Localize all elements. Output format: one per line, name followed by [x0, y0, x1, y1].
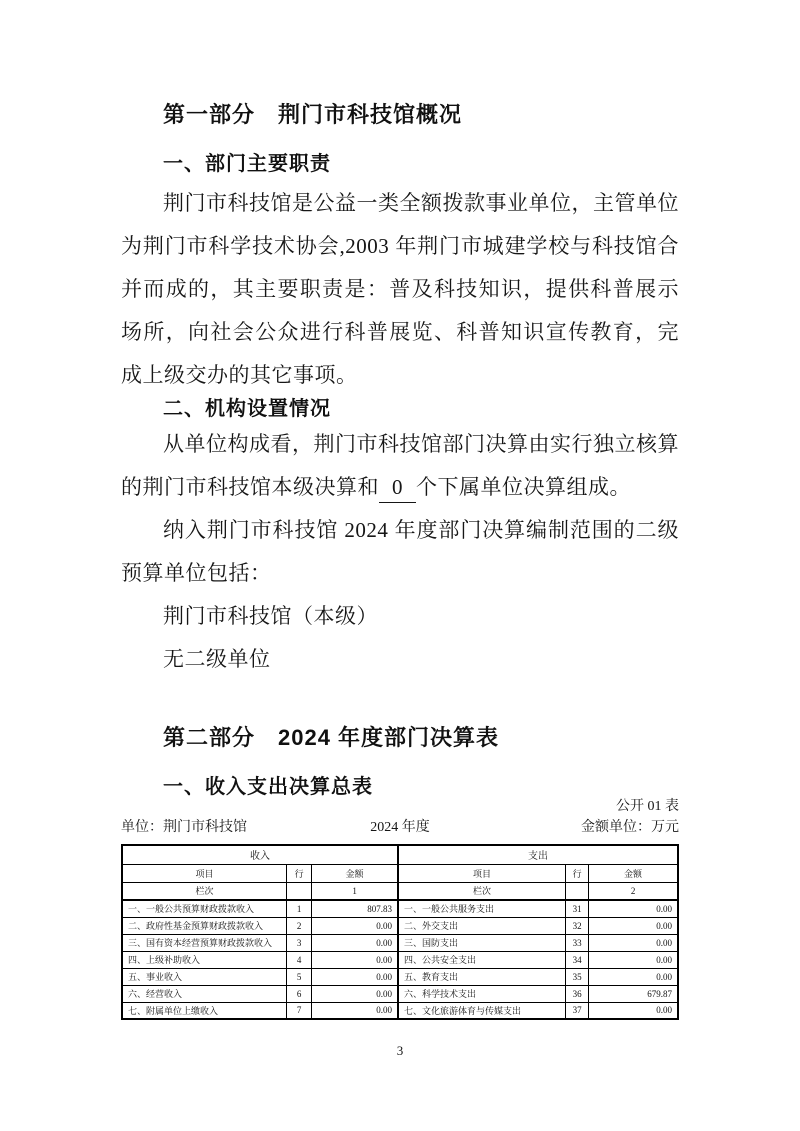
expense-line-col-header: 行	[566, 864, 589, 882]
income-amount-cell: 0.00	[312, 985, 398, 1002]
income-col-number: 1	[312, 882, 398, 900]
income-line-col-header: 行	[287, 864, 312, 882]
paragraph-text-before: 从单位构成看，荆门市科技馆部门决算由实行独立核算的荆门市科技馆本级决算和	[121, 432, 679, 499]
table-row	[122, 968, 678, 985]
expense-item-cell: 二、外交支出	[398, 917, 566, 934]
expense-amount-cell: 679.87	[589, 985, 678, 1002]
part1-title: 第一部分 荆门市科技馆概况	[163, 102, 463, 127]
expense-lanci-line	[566, 882, 589, 900]
income-item-cell: 一、一般公共预算财政拨款收入	[122, 900, 287, 917]
expense-line-cell: 35	[566, 968, 589, 985]
expense-item-cell: 一、一般公共服务支出	[398, 900, 566, 917]
income-section-header: 收入	[122, 845, 398, 864]
income-item-cell: 六、经营收入	[122, 985, 287, 1002]
table-row	[122, 1002, 678, 1019]
expense-amount-cell: 0.00	[589, 1002, 678, 1019]
income-item-col-header: 项目	[122, 864, 287, 882]
table-lanci-row	[122, 882, 678, 900]
expense-amount-col-header: 金额	[589, 864, 678, 882]
table-year-label: 2024 年度	[370, 820, 430, 835]
income-line-cell: 3	[287, 934, 312, 951]
income-amount-cell: 0.00	[312, 917, 398, 934]
table-row	[122, 985, 678, 1002]
income-amount-cell: 0.00	[312, 951, 398, 968]
expense-amount-cell: 0.00	[589, 951, 678, 968]
income-line-cell: 6	[287, 985, 312, 1002]
paragraph-text-after: 个下属单位决算组成。	[416, 475, 631, 499]
income-amount-cell: 0.00	[312, 1002, 398, 1019]
expense-amount-cell: 0.00	[589, 968, 678, 985]
section1-heading: 一、部门主要职责	[163, 153, 331, 175]
expense-item-cell: 六、科学技术支出	[398, 985, 566, 1002]
income-line-cell: 7	[287, 1002, 312, 1019]
expense-item-cell: 三、国防支出	[398, 934, 566, 951]
page-number: 3	[396, 1043, 404, 1058]
income-item-cell: 七、附属单位上缴收入	[122, 1002, 287, 1019]
income-amount-cell: 0.00	[312, 934, 398, 951]
expense-col-number: 2	[589, 882, 678, 900]
expense-section-header: 支出	[398, 845, 678, 864]
expense-amount-cell: 0.00	[589, 900, 678, 917]
income-line-cell: 4	[287, 951, 312, 968]
table-unit-label: 单位：荆门市科技馆	[121, 820, 247, 835]
expense-item-cell: 七、文化旅游体育与传媒支出	[398, 1002, 566, 1019]
income-item-cell: 五、事业收入	[122, 968, 287, 985]
table-tag-label: 公开 01 表	[616, 799, 679, 814]
expense-line-cell: 36	[566, 985, 589, 1002]
income-item-cell: 二、政府性基金预算财政拨款收入	[122, 917, 287, 934]
expense-item-cell: 四、公共安全支出	[398, 951, 566, 968]
expense-lanci-label: 栏次	[398, 882, 566, 900]
expense-amount-cell: 0.00	[589, 934, 678, 951]
income-expense-table	[121, 844, 679, 1020]
table-row	[122, 917, 678, 934]
income-line-cell: 2	[287, 917, 312, 934]
income-item-cell: 四、上级补助收入	[122, 951, 287, 968]
table-header-row-2	[122, 864, 678, 882]
part2-section-heading: 一、收入支出决算总表	[163, 776, 373, 798]
expense-amount-cell: 0.00	[589, 917, 678, 934]
table-row	[122, 934, 678, 951]
section1-paragraph: 荆门市科技馆是公益一类全额拨款事业单位，主管单位为荆门市科学技术协会,2003 年荆门市城建学校与科技馆合并而成的，其主要职责是：普及科技知识，提供科普展示场所，向社会公众进行科普展览、科普知识宣传教育，完成上级交办的其它事项。	[121, 191, 679, 387]
expense-item-col-header: 项目	[398, 864, 566, 882]
table-amount-unit-label: 金额单位：万元	[581, 820, 679, 835]
table-header-row-1	[122, 845, 678, 864]
income-amount-cell: 807.83	[312, 900, 398, 917]
income-line-cell: 5	[287, 968, 312, 985]
income-item-cell: 三、国有资本经营预算财政拨款收入	[122, 934, 287, 951]
underline-blank-value: 0	[379, 472, 416, 503]
expense-line-cell: 34	[566, 951, 589, 968]
unit-list-item-1: 荆门市科技馆（本级）	[163, 604, 378, 628]
income-lanci-line	[287, 882, 312, 900]
section2-paragraph-1	[121, 423, 679, 509]
expense-line-cell: 31	[566, 900, 589, 917]
income-lanci-label: 栏次	[122, 882, 287, 900]
section2-heading: 二、机构设置情况	[163, 398, 331, 420]
part2-title: 第二部分 2024 年度部门决算表	[163, 725, 500, 750]
table-meta-row	[121, 819, 679, 836]
income-amount-cell: 0.00	[312, 968, 398, 985]
table-row	[122, 900, 678, 917]
income-amount-col-header: 金额	[312, 864, 398, 882]
expense-item-cell: 五、教育支出	[398, 968, 566, 985]
table-row	[122, 951, 678, 968]
unit-list-item-2: 无二级单位	[163, 647, 271, 671]
income-line-cell: 1	[287, 900, 312, 917]
expense-line-cell: 32	[566, 917, 589, 934]
expense-line-cell: 33	[566, 934, 589, 951]
section2-paragraph-2: 纳入荆门市科技馆 2024 年度部门决算编制范围的二级预算单位包括：	[121, 518, 679, 585]
expense-line-cell: 37	[566, 1002, 589, 1019]
